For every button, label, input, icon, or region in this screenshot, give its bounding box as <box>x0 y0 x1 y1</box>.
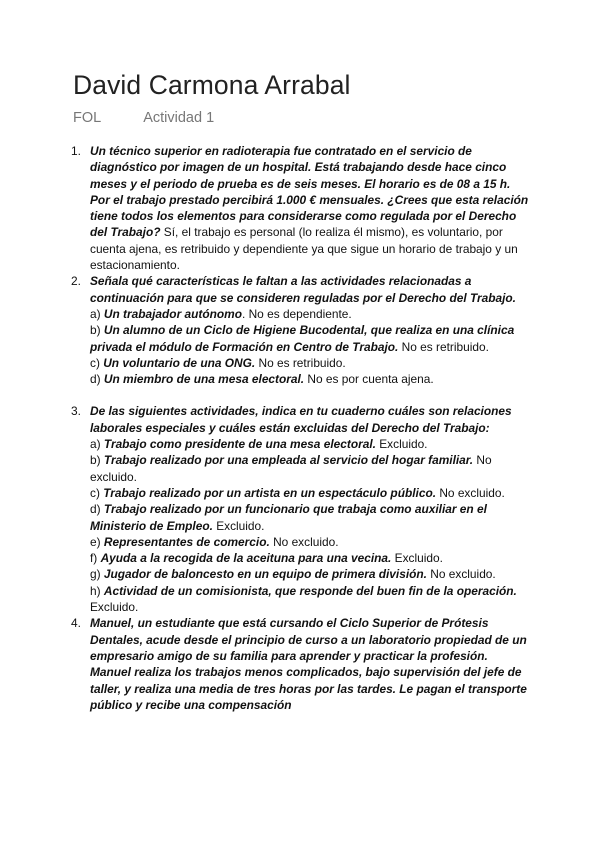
question-text: De las siguientes actividades, indica en tu cuaderno cuáles son relaciones laborales especiales y cuáles están excluidas del Derecho del Trabajo: <box>90 404 512 435</box>
sub-item-answer: No excluido. <box>269 534 339 549</box>
sub-item-answer: . No es dependiente. <box>241 306 352 321</box>
sub-item-label: Un alumno de un Ciclo de Higiene Bucodental, que realiza en una clínica privada el módulo de Formación en Centro de Trabajo. <box>90 323 515 354</box>
question-list <box>71 143 530 713</box>
subject-label: FOL <box>73 110 102 126</box>
sub-item-answer: No excluido. <box>90 453 492 484</box>
sub-item-letter: c) <box>90 485 104 500</box>
question-item-3 <box>71 403 530 615</box>
question-item-4 <box>71 615 530 713</box>
sub-item-letter: h) <box>90 583 104 598</box>
question-item-1 <box>71 143 530 273</box>
sub-item-a <box>90 436 530 452</box>
sub-item-answer: No excluido. <box>436 485 505 500</box>
sub-item-letter: g) <box>90 567 104 582</box>
sub-item-label: Trabajo realizado por un funcionario que trabaja como auxiliar en el Ministerio de Empleo. <box>90 502 487 533</box>
sub-item-f <box>90 550 530 566</box>
answer-text: Sí, el trabajo es personal (lo realiza él mismo), es voluntario, por cuenta ajena, es retribuido y dependiente ya que sigue un horario de trabajo y un estacionamiento. <box>90 225 518 273</box>
sub-item-answer: No es por cuenta ajena. <box>304 372 434 387</box>
author-name: David Carmona Arrabal <box>73 70 351 100</box>
sub-item-c <box>90 355 530 371</box>
sub-item-d <box>90 501 530 534</box>
sub-item-answer: Excluido. <box>375 437 428 452</box>
question-number: 4. <box>71 616 81 631</box>
sub-item-answer: Excluido. <box>90 600 139 615</box>
sub-item-answer: No es retribuido. <box>255 355 346 370</box>
sub-item-label: Ayuda a la recogida de la aceituna para una vecina. <box>100 551 392 566</box>
question-number: 3. <box>71 404 81 419</box>
sub-item-letter: f) <box>90 551 101 566</box>
sub-item-letter: e) <box>90 534 104 549</box>
sub-item-letter: b) <box>90 453 104 468</box>
sub-item-e <box>90 534 530 550</box>
sub-item-label: Representantes de comercio. <box>103 534 270 549</box>
sub-item-label: Un trabajador autónomo <box>103 306 242 321</box>
sub-item-label: Trabajo realizado por una empleada al servicio del hogar familiar. <box>103 453 474 468</box>
sub-item-label: Trabajo realizado por un artista en un espectáculo público. <box>103 485 437 500</box>
question-text: Manuel, un estudiante que está cursando el Ciclo Superior de Prótesis Dentales, acude desde el principio de curso a un laboratorio propiedad de un empresario amigo de su familia para aprender y practicar la profesión. Manuel realiza los trabajos menos complicados, bajo supervisión del jefe de taller, y realiza una media de tres horas por las tardes. Le pagan el transporte público y recibe una compensación <box>90 616 527 712</box>
sub-item-b <box>90 322 530 355</box>
sub-item-label: Un miembro de una mesa electoral. <box>103 372 305 387</box>
sub-item-answer: Excluido. <box>391 551 443 566</box>
sub-item-letter: d) <box>90 372 104 387</box>
document-subtitle <box>73 110 214 126</box>
sub-item-c <box>90 485 530 501</box>
sub-item-label: Un voluntario de una ONG. <box>103 355 256 370</box>
sub-item-answer: Excluido. <box>212 518 265 533</box>
question-item-2 <box>71 273 530 403</box>
sub-item-a <box>90 306 530 322</box>
sub-item-label: Trabajo como presidente de una mesa electoral. <box>103 437 376 452</box>
sub-item-letter: b) <box>90 323 104 338</box>
sub-item-answer: No excluido. <box>426 567 496 582</box>
question-number: 1. <box>71 144 81 158</box>
sub-item-letter: d) <box>90 502 104 517</box>
sub-item-h <box>90 583 530 616</box>
sub-item-letter: a) <box>90 306 104 321</box>
sub-item-answer: No es retribuido. <box>398 339 489 354</box>
question-text: Señala qué características le faltan a las actividades relacionadas a continuación para que se consideren reguladas por el Derecho del Trabajo. <box>90 274 516 305</box>
sub-item-label: Jugador de baloncesto en un equipo de primera división. <box>103 567 427 582</box>
activity-label: Actividad 1 <box>143 110 215 126</box>
sub-item-letter: a) <box>90 437 104 452</box>
spacer <box>90 387 530 403</box>
question-text: Un técnico superior en radioterapia fue contratado en el servicio de diagnóstico por imagen de un hospital. Está trabajando desde hace cinco meses y el periodo de prueba es de seis meses. El horario es de 08 a 15 h. Por el trabajo prestado percibirá 1.000 € mensuales. ¿Crees que esta relación tiene todos los elementos para considerarse como regulada por el Derecho del Trabajo? <box>90 144 529 240</box>
question-number: 2. <box>71 274 81 289</box>
sub-item-label: Actividad de un comisionista, que responde del buen fin de la operación. <box>103 583 517 598</box>
sub-item-d <box>90 371 530 387</box>
sub-item-g <box>90 566 530 582</box>
sub-item-letter: c) <box>90 355 104 370</box>
sub-item-b <box>90 452 530 485</box>
